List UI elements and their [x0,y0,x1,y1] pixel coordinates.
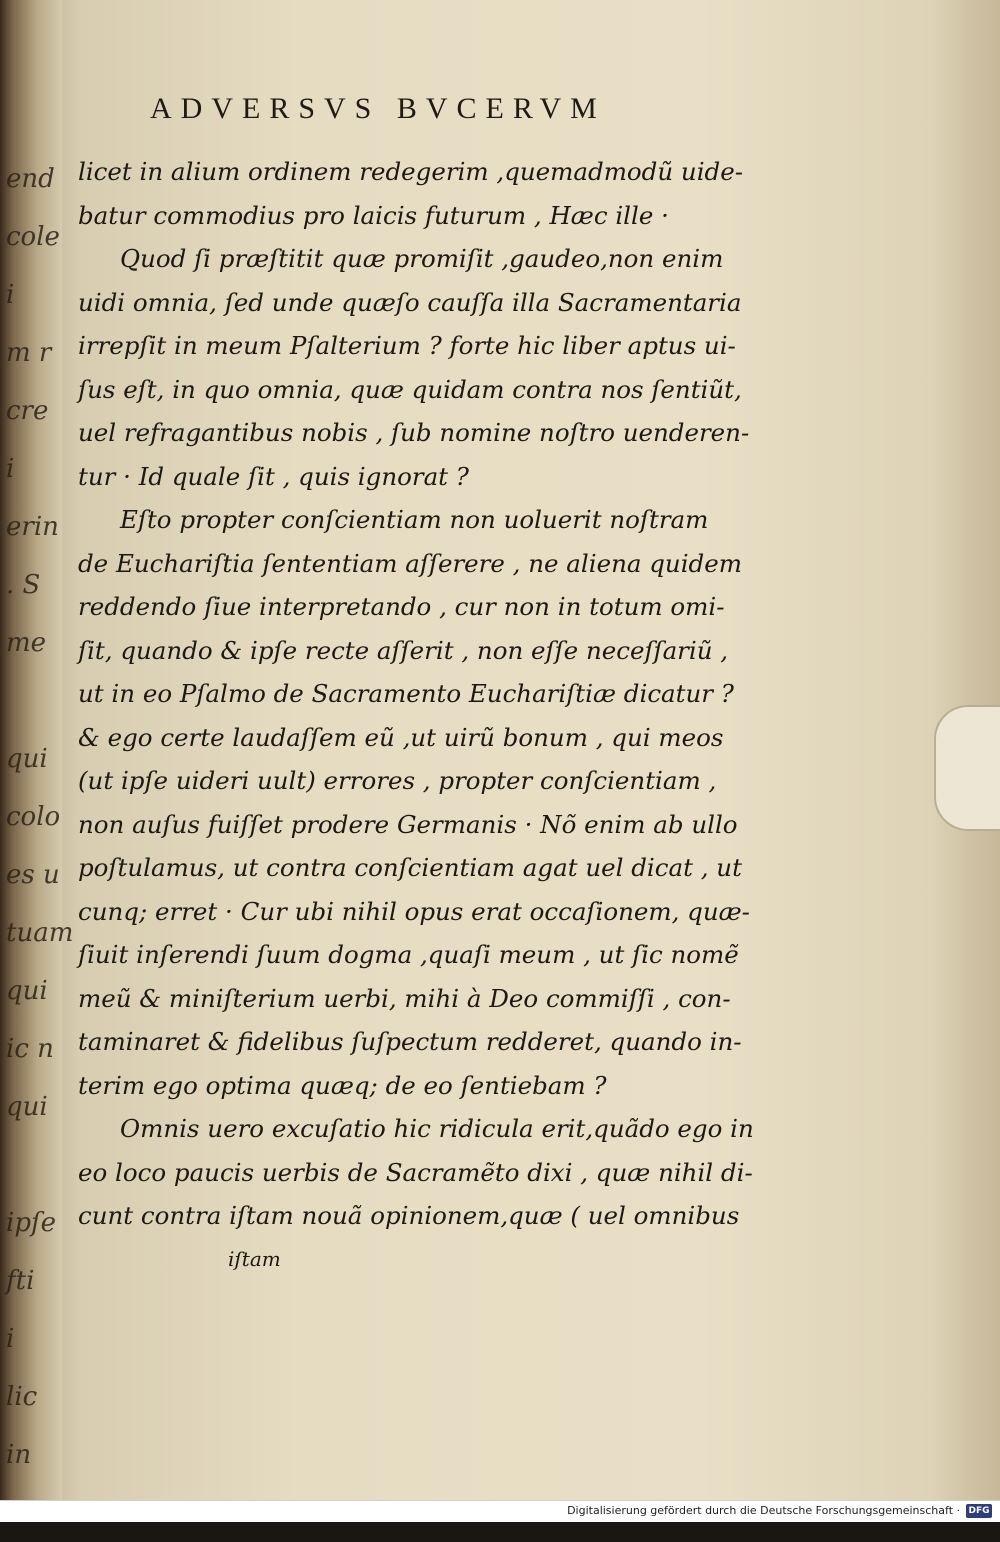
text-line: ſiuit inſerendi ſuum dogma ,quaſi meum , ut ſic nomẽ [78,940,739,969]
book-clip [934,705,1000,831]
text-line: poſtulamus, ut contra conſcientiam agat uel dicat , ut [78,853,742,882]
facing-page-fragments: end cole i m r cre i erin . S me qui colo es u tuam qui ic n qui ipſe fti i lic in [6,164,74,1470]
text-line: licet in alium ordinem redegerim ,quemadmodũ uide- [78,157,744,186]
text-line: reddendo ſiue interpretando , cur non in totum omi- [78,592,725,621]
text-line: ſit, quando & ipſe recte aſſerit , non eſſe neceſſariũ , [78,635,729,665]
body-text [78,150,754,1281]
text-line: de Euchariſtia ſententiam aſſerere , ne aliena quidem [78,548,742,578]
funding-notice: Digitalisierung gefördert durch die Deutsche Forschungsgemeinschaft · [567,1504,960,1517]
text-line: ſus eſt, in quo omnia, quæ quidam contra nos ſentiũt, [78,374,742,404]
footer-bar [0,1500,1000,1522]
facing-page-gutter [0,0,74,1500]
text-line: taminaret & fidelibus ſuſpectum redderet, quando in- [78,1027,742,1056]
text-line: cunt contra iſtam nouã opinionem,quæ ( uel omnibus [78,1201,740,1230]
dfg-logo: DFG [966,1504,992,1518]
text-line: & ego certe laudaſſem eũ ,ut uirũ bonum , qui meos [78,722,724,752]
text-line: cunq; erret · Cur ubi nihil opus erat occaſionem, quæ- [78,896,750,926]
text-line: Omnis uero excuſatio hic ridicula erit,quãdo ego in [120,1114,754,1143]
text-line: non auſus fuiſſet prodere Germanis · Nõ enim ab ullo [78,809,738,839]
text-line: eo loco paucis uerbis de Sacramẽto dixi , quæ nihil di- [78,1157,753,1187]
text-line: tur · Id quale ſit , quis ignorat ? [78,461,469,491]
text-line: uidi omnia, ſed unde quæſo cauſſa illa Sacramentaria [78,287,742,317]
text-line: Quod ſi præſtitit quæ promiſit ,gaudeo,non enim [120,244,724,273]
text-line: irrepſit in meum Pſalterium ? forte hic liber aptus ui- [78,331,736,360]
catchword: iſtam [228,1246,281,1271]
running-header: ADVERSVS BVCERVM [150,92,606,125]
text-line: terim ego optima quæq; de eo ſentiebam ? [78,1070,607,1100]
text-line: batur commodius pro laicis futurum , Hæc ille · [78,200,669,230]
text-line: (ut ipſe uideri uult) errores , propter conſcientiam , [78,766,717,795]
text-line: uel refragantibus nobis , ſub nomine noſtro uenderen- [78,418,750,447]
text-line: meũ & miniſterium uerbi, mihi à Deo commiſſi , con- [78,983,731,1013]
text-line: ut in eo Pſalmo de Sacramento Euchariſtiæ dicatur ? [78,679,734,708]
text-line: Eſto propter conſcientiam non uoluerit noſtram [120,505,709,534]
